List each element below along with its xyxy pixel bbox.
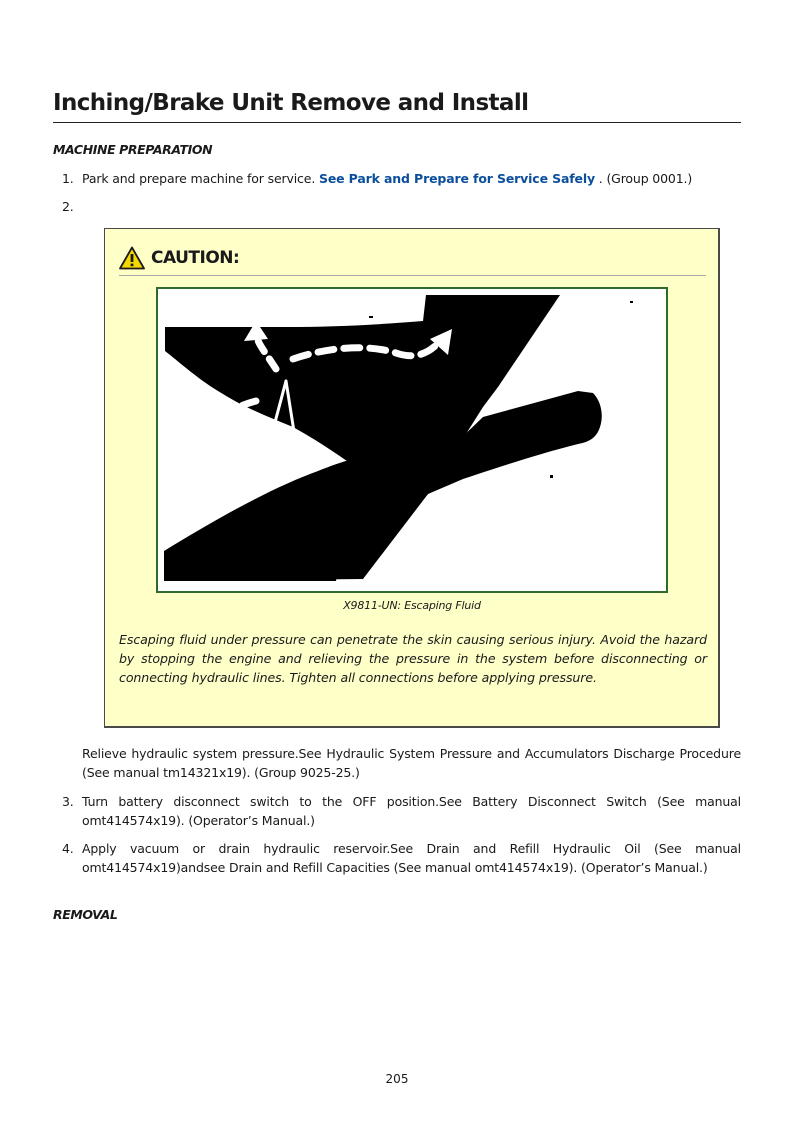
step-1-group-reference: . (Group 0001.): [594, 171, 693, 186]
title-divider: [53, 122, 741, 123]
step-2-number: 2.: [62, 199, 74, 214]
step-3-text: Turn battery disconnect switch to the OFF position.See Battery Disconnect Switch (See manual omt414574x19). (Operator’s Manual.): [82, 794, 741, 828]
caution-title: CAUTION:: [151, 248, 240, 268]
park-and-prepare-link[interactable]: See Park and Prepare for Service Safely: [318, 171, 595, 186]
warning-triangle-icon: [119, 246, 145, 270]
caution-text: Escaping fluid under pressure can penetrate the skin causing serious injury. Avoid the hazard by stopping the engine and relieving the pressure in the system before disconnecting or connecting hydraulic lines. Tighten all connections before applying pressure.: [119, 632, 707, 685]
caution-divider: [119, 275, 706, 276]
removal-heading: REMOVAL: [53, 907, 118, 922]
step-1-number: 1.: [62, 171, 74, 186]
caution-header: [119, 243, 239, 273]
page-title: Inching/Brake Unit Remove and Install: [53, 90, 529, 116]
escaping-fluid-illustration: [156, 287, 668, 593]
caution-box: [104, 228, 720, 728]
step-2-text: Relieve hydraulic system pressure.See Hydraulic System Pressure and Accumulators Discharge Procedure (See manual tm14321x19). (Group 9025-25.): [82, 746, 741, 780]
step-4-text: Apply vacuum or drain hydraulic reservoir.See Drain and Refill Hydraulic Oil (See manual omt414574x19)andsee Drain and Refill Capacities (See manual omt414574x19). (Operator’s Manual.): [82, 841, 741, 875]
step-3-number: 3.: [62, 794, 74, 809]
page-number: 205: [385, 1072, 409, 1086]
figure-caption: X9811-UN: Escaping Fluid: [343, 599, 481, 612]
machine-preparation-heading: MACHINE PREPARATION: [53, 142, 213, 157]
step-4-number: 4.: [62, 841, 74, 856]
step-1-instruction: Park and prepare machine for service.: [82, 171, 316, 186]
step-1-text: [82, 169, 741, 188]
